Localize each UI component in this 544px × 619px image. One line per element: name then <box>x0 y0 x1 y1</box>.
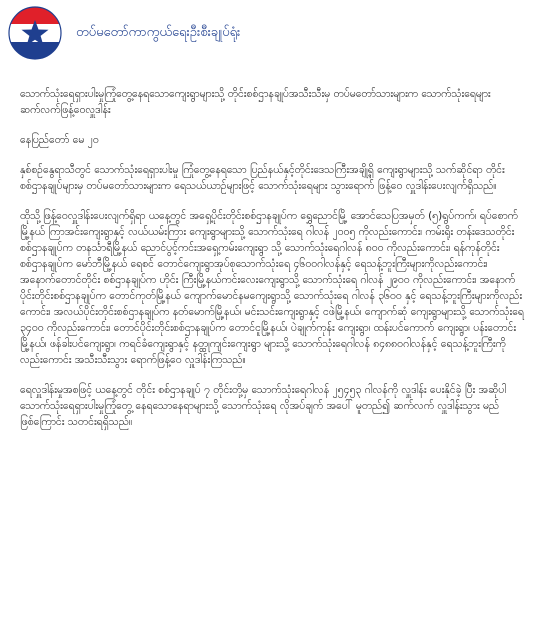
org-name: တပ်မတော်ကာကွယ်ရေးဦးစီးချုပ်ရုံး <box>76 24 241 40</box>
article-paragraph-2: ထိုသို့ဖြန့်ဝေလှူဒါန်းပေးလျက်ရှိရာ ယနေ့တွင် အရှေ့ပိုင်းတိုင်းစစ်ဌာနချုပ်က ရွှေညောင်မြို့ အောင်သေပြအမှတ် (၅)ရွပ်ကက်၊ ရပ်စောက်မြို့နယ် ကြာအင်းကျေးရွာနှင့် လယ်ယမ်းကြား ကျေးရွာများသို့ သောက်သုံးရေ ဂါလန် ၂၀၀၅ ကိုလည်းကောင်း၊ ကမ်းရိုး တန်းဒေသတိုင်းစစ်ဌာနချုပ်က တနင်္သာရီမြို့နယ် ညောင်ပွင့်ကင်းအရှေ့ကမ်းကျေးရွာ သို့ သောက်သုံးရေဂါလန် ၈၀၀ ကိုလည်းကောင်း၊ ရန်ကုန်တိုင်းစစ်ဌာနချုပ်က မော်ဘီမြို့နယ် ရေစင် တောင်ကျေးရွာအုပ်စုသောက်သုံးရေ ၄၆၀၀ဂါလန်နှင့် ရေသန့်ဘူးကြီးများကိုလည်းကောင်း၊ အနောက်တောင်တိုင်း စစ်ဌာနချုပ်က ဟိုင်း ကြီးမြို့နယ်ကင်းလေးကျေးရွာသို့ သောက်သုံးရေ ဂါလန် ၂၉၀၀ ကိုလည်းကောင်း၊ အနောက် ပိုင်းတိုင်းစစ်ဌာနချုပ်က တောင်ကုတ်မြို့နယ် ကျောက်မောင်နမကျေးရွာသို့ သောက်သုံးရေ ဂါလန် ၃၆၀၀ နှင့် ရေသန့်ဘူးကြီးများကိုလည်း ကောင်း၊ အလယ်ပိုင်းတိုင်းစစ်ဌာနချုပ်က နတ်မောက်မြို့နယ်၊ မင်းသင်းကျေးရွာနှင့် ငဖဲမြို့နယ်၊ ကျောက်ဆုံ ကျေးရွာများသို့ သောက်သုံးရေ ၃၄၀၀ ကိုလည်းကောင်း၊ တောင်ပိုင်းတိုင်းစစ်ဌာနချုပ်က တောင်ငူမြို့နယ်၊ ပဲချုက်ကုန်း ကျေးရွာ၊ ထန်းပင်ကောက် ကျေးရွာ၊ ပန်းတောင်းမြို့နယ်၊ ဖန်ခါးပင်ကျေးရွာ၊ ကရင်ခံကျေးရွာနှင့် နတ္ထုကျင်းကျေးရွာ များသို့ သောက်သုံးရေဂါလန် ၈၄၈၈၀ဂါလန်နှင့် ရေသန့်ဘူးကြီးကို လည်းကောင်း အသီးသီးသွား ရောက်ဖြန့်ဝေ လှူဒါန်းကြသည်။ <box>20 210 524 366</box>
article-headline: သောက်သုံးရေရှားပါးမှုကြုံတွေ့နေရသောကျေးရွာများသို့ တိုင်းစစ်ဌာနချုပ်အသီးသီးမှ တပ်မတော်သားများက သောက်သုံးရေများဆက်လက်ဖြန့်ဝေလှူဒါန်း <box>20 88 491 116</box>
article-body <box>20 86 524 444</box>
article-dateline: နေပြည်တော် မေ ၂၀ <box>20 134 99 146</box>
article-paragraph-3: ရေလှူဒါန်းမှုအစဖြင့် ယနေ့တွင် တိုင်း စစ်ဌာနချုပ် ၇ တိုင်းတို့မှ သောက်သုံးရေဂါလန် ၂၅၄၅၃ ဂါလန်ကို လှူဒါန်း ပေးနိုင်ခဲ့ ပြီး အဆိုပါသောက်သုံးရေရှားပါးမှုကြုံတွေ့ နေရသောနေရာများသို့ သောက်သုံးရေ လိုအပ်ချက် အပေါ် မူတည်၍ ဆက်လက် လှူဒါန်းသွား မည်ဖြစ်ကြောင်း သတင်းရရှိသည်။ <box>20 384 507 428</box>
page-header <box>8 6 240 60</box>
myanmar-defence-emblem-icon <box>8 6 62 60</box>
article-paragraph-1: နှစ်စဉ်နွေရာသီတွင် သောက်သုံးရေရှားပါးမှု ကြုံတွေ့နေရသော ပြည်နယ်နှင့်တိုင်းဒေသကြီးအချို့ရှိ ကျေးရွာများသို့ သက်ဆိုင်ရာ တိုင်းစစ်ဌာနချုပ်များမှ တပ်မတော်သားများက ရေသယ်ယာဉ်များဖြင့် သောက်သုံးရေများ သွားရောက် ဖြန့်ဝေ လှူဒါန်းပေးလျက်ရှိသည်။ <box>20 164 505 192</box>
